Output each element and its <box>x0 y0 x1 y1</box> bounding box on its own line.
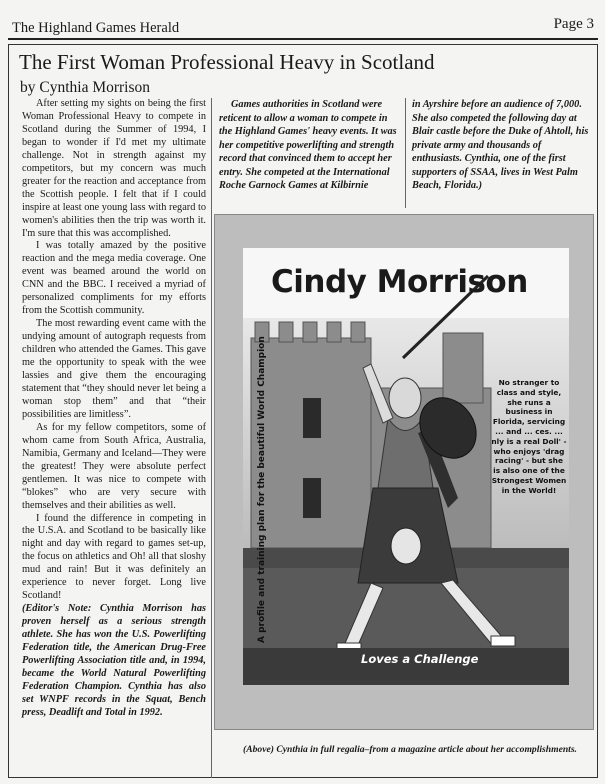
paragraph: I found the difference in competing in the U.S.A. and Scotland to be basically like night and day with regard to games set-up, the focus on athletics and Oh! all that sloshy mud and rain! But it was definitely an experience to never forget. Long live Scotland! <box>22 512 206 602</box>
publication-name: The Highland Games Herald <box>12 20 180 36</box>
paragraph: The most rewarding event came with the undying amount of autograph requests from children who attended the Games. This gave me the opportunity to speak with the wee lassies and give them the encouraging statement that “they should never let being a woman stop them” and that “their possibilities are limitless”. <box>22 318 206 420</box>
cover-side-text: A profile and training plan for the beautiful World Champion <box>257 336 267 643</box>
cover-bubble-text: No stranger to class and style, she runs a business in Florida, servicing ... and ... ces. ... nly is a real Doll' - who enjoys 'drag racing' - but she is also one of the Strongest Women in the World! <box>491 378 567 495</box>
editor-note-end: in Ayrshire before an audience of 7,000. She also competed the following day at Blair castle before the Duke of Ahtoll, his private army and thousands of enthusiasts. Cynthia, one of the first supporters of SSAA, lives in West Palm Beach, Florida.) <box>412 99 589 191</box>
article-title: The First Woman Professional Heavy in Scotland <box>19 50 435 74</box>
paragraph: As for my fellow competitors, some of whom came from South Africa, Australia, Namibia, Germany and Iceland—They were the greatest! They were absolute perfect gentlemen. It was nice to compete with “blokes” who are very secure with themselves and their abilities as well. <box>22 421 206 511</box>
article-left-column <box>22 98 206 720</box>
paragraph: I was totally amazed by the positive reaction and the mega media coverage. One event was beamed around the world on CNN and the BBC. I received a myriad of personalized compliments for my efforts from the Scottish community. <box>22 240 206 317</box>
article-byline: by Cynthia Morrison <box>20 79 151 96</box>
masthead <box>8 12 598 40</box>
photo-caption: (Above) Cynthia in full regalia–from a magazine article about her accomplishments. <box>243 744 577 755</box>
column-divider <box>211 98 212 778</box>
page-number: Page 3 <box>553 16 594 32</box>
paragraph: After setting my sights on being the first Woman Professional Heavy to compete in Scotland during the Summer of 1994, I began to wonder if I'd met my ultimate challenge. Not in strength against my competitors, but my concern was much greater for the reaction and acceptance from the Scottish people. I felt that if I could inspire at least one young lass with regard to women's abilities then the trip was worth it. I'm sure that this was accomplished. <box>22 98 206 239</box>
cover-tagline: Loves a Challenge <box>361 652 479 666</box>
editor-note-continued: Games authorities in Scotland were reticent to allow a woman to compete in the Highland Games' heavy events. It was her competitive powerlifting and strength record that convinced them to accept her entry. She competed at the International Roche Garnock Games at Kilbirnie <box>219 99 397 191</box>
editor-note: (Editor's Note: Cynthia Morrison has proven herself as a serious strength athlete. She has won the U.S. Powerlifting Federation title, the American Drug-Free Powerlifting Association title and, in 1994, became the World Natural Powerlifting Federation Champion. Cynthia has also set WNPF records in the Squat, Bench press, Deadlift and Total in 1992. <box>22 603 206 718</box>
magazine-cover-photo <box>243 248 569 685</box>
cover-title: Cindy Morrison <box>271 264 528 300</box>
column-divider <box>405 98 406 208</box>
editor-note-right-column <box>412 98 590 193</box>
editor-note-middle-column <box>219 98 399 193</box>
